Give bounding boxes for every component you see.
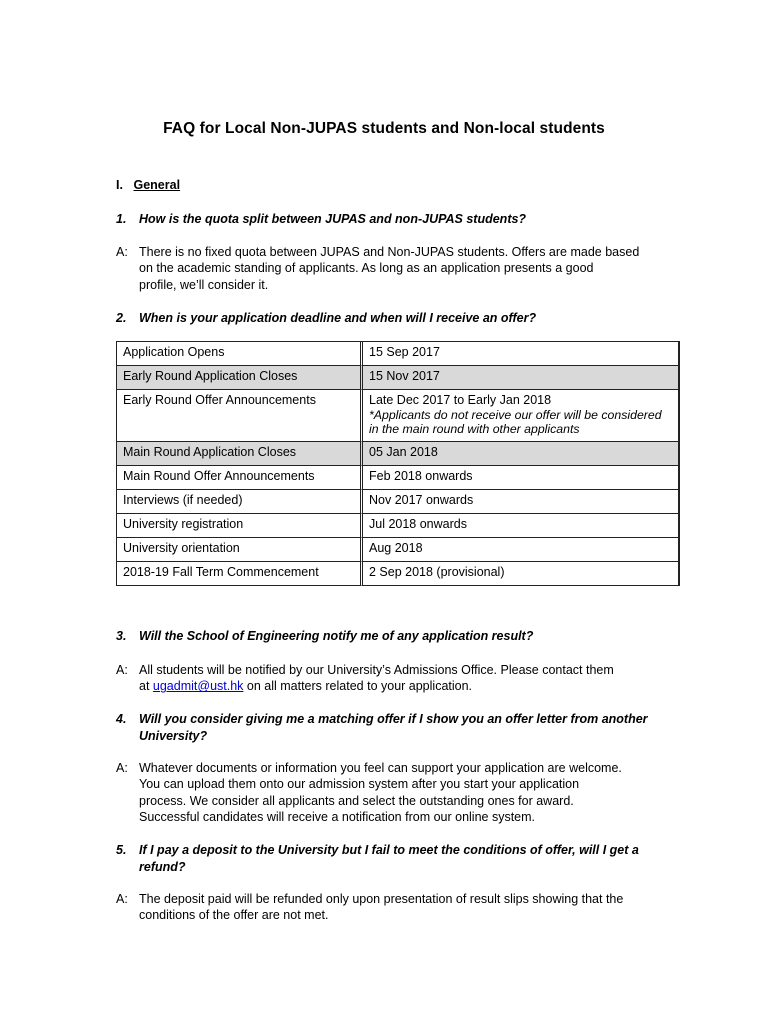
- date-cell: Jul 2018 onwards: [363, 514, 680, 538]
- event-cell: Application Opens: [117, 342, 363, 366]
- event-cell: Early Round Application Closes: [117, 366, 363, 390]
- section-label: General: [133, 178, 181, 192]
- question-text: How is the quota split between JUPAS and non-JUPAS students?: [139, 212, 527, 226]
- answer-text: [139, 891, 664, 924]
- answer-line: on the academic standing of applicants. As long as an application presents a good: [139, 261, 594, 276]
- question-line: refund?: [139, 859, 186, 874]
- question-text: When is your application deadline and when will I receive an offer?: [139, 311, 537, 325]
- question-5: [116, 842, 656, 875]
- section-number: I.: [116, 178, 123, 192]
- question-2: [116, 310, 656, 327]
- answer-line-pre: at: [139, 679, 153, 694]
- date-cell: Aug 2018: [363, 538, 680, 562]
- table-row: [117, 390, 680, 442]
- answer-line: profile, we’ll consider it.: [139, 277, 269, 292]
- answer-3: [116, 662, 664, 695]
- question-line: If I pay a deposit to the University but I fail to meet the conditions of offer, will I get a: [139, 843, 639, 857]
- answer-label: A:: [116, 892, 128, 906]
- question-1: [116, 211, 656, 228]
- answer-1: [116, 244, 664, 293]
- question-line: Will you consider giving me a matching offer if I show you an offer letter from another: [139, 712, 648, 726]
- answer-label: A:: [116, 761, 128, 775]
- table-row: [117, 342, 680, 366]
- answer-line: process. We consider all applicants and select the outstanding ones for award.: [139, 793, 574, 808]
- date-cell: Nov 2017 onwards: [363, 490, 680, 514]
- table-row: [117, 490, 680, 514]
- event-cell: 2018-19 Fall Term Commencement: [117, 562, 363, 586]
- event-cell: Main Round Offer Announcements: [117, 466, 363, 490]
- date-cell: 05 Jan 2018: [363, 442, 680, 466]
- question-4: [116, 711, 656, 744]
- answer-line-post: on all matters related to your application.: [243, 679, 473, 694]
- answer-line: There is no fixed quota between JUPAS and Non-JUPAS students. Offers are made based: [139, 245, 640, 259]
- question-3: [116, 628, 656, 645]
- date-note: *Applicants do not receive our offer will be considered in the main round with other applicants: [369, 408, 662, 436]
- admissions-email-link[interactable]: ugadmit@ust.hk: [152, 679, 244, 694]
- answer-line: You can upload them onto our admission system after you start your application: [139, 777, 580, 792]
- event-cell: University registration: [117, 514, 363, 538]
- answer-label: A:: [116, 663, 128, 677]
- answer-line: Whatever documents or information you feel can support your application are welcome.: [139, 761, 622, 775]
- event-cell: Early Round Offer Announcements: [117, 390, 363, 442]
- question-text: [139, 711, 656, 744]
- date-cell: Feb 2018 onwards: [363, 466, 680, 490]
- page-title: FAQ for Local Non-JUPAS students and Non-local students: [163, 120, 605, 137]
- question-number: 3.: [116, 629, 127, 643]
- date-cell: [363, 390, 680, 442]
- table-row: [117, 466, 680, 490]
- answer-5: [116, 891, 664, 924]
- question-number: 4.: [116, 712, 127, 726]
- answer-line: Successful candidates will receive a notification from our online system.: [139, 809, 536, 824]
- table-row: [117, 562, 680, 586]
- event-cell: Main Round Application Closes: [117, 442, 363, 466]
- event-cell: University orientation: [117, 538, 363, 562]
- date-cell: 15 Nov 2017: [363, 366, 680, 390]
- question-number: 1.: [116, 212, 127, 226]
- schedule-table: [116, 341, 680, 586]
- date-cell: 2 Sep 2018 (provisional): [363, 562, 680, 586]
- answer-label: A:: [116, 245, 128, 259]
- answer-line: [139, 678, 664, 694]
- question-number: 2.: [116, 311, 127, 325]
- date-text: Late Dec 2017 to Early Jan 2018: [369, 393, 552, 407]
- answer-text: [139, 662, 664, 695]
- answer-4: [116, 760, 664, 825]
- answer-text: [139, 244, 664, 293]
- answer-line: The deposit paid will be refunded only upon presentation of result slips showing that the: [139, 892, 624, 906]
- answer-line: All students will be notified by our University’s Admissions Office. Please contact them: [139, 663, 614, 677]
- table-row: [117, 538, 680, 562]
- section-heading: [116, 178, 180, 192]
- question-number: 5.: [116, 843, 127, 857]
- question-text: [139, 842, 656, 875]
- date-cell: 15 Sep 2017: [363, 342, 680, 366]
- answer-text: [139, 760, 664, 825]
- table-row: [117, 442, 680, 466]
- question-line: University?: [139, 728, 208, 743]
- question-text: Will the School of Engineering notify me of any application result?: [139, 629, 534, 643]
- table-row: [117, 366, 680, 390]
- answer-line: conditions of the offer are not met.: [139, 908, 329, 923]
- event-cell: Interviews (if needed): [117, 490, 363, 514]
- table-row: [117, 514, 680, 538]
